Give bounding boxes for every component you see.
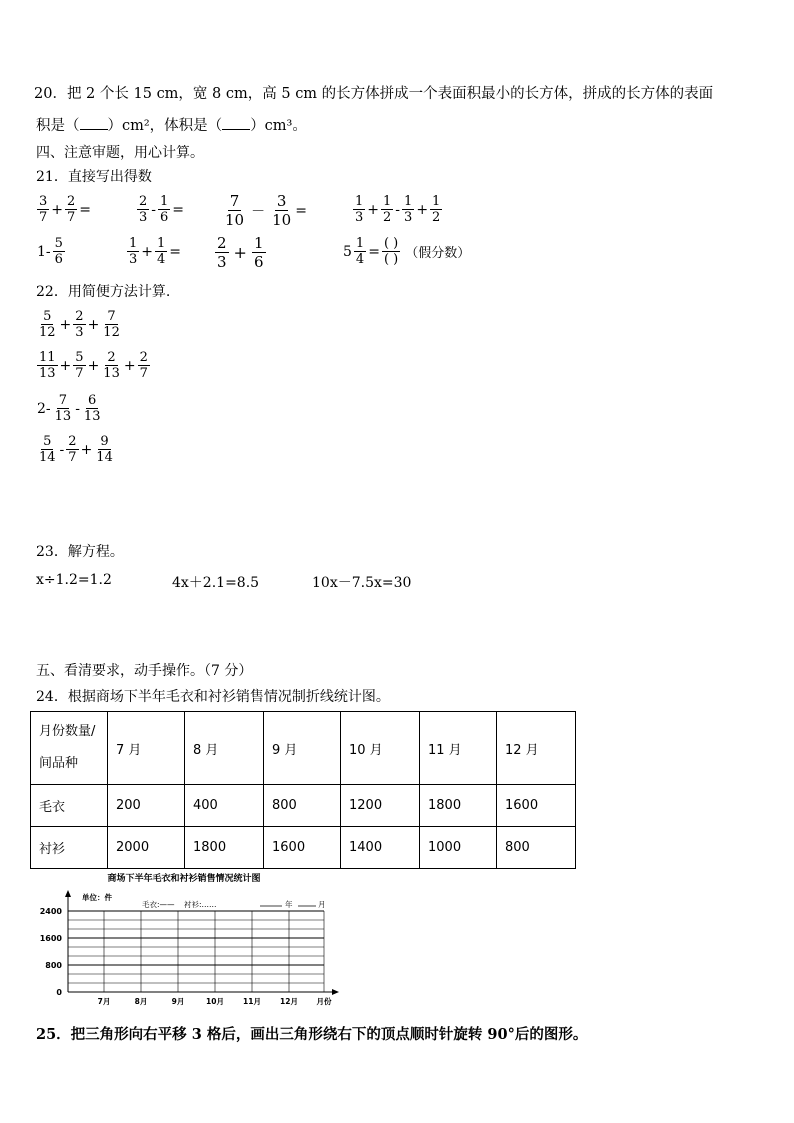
- fraction: $\frac{5}{14}$: [39, 434, 56, 465]
- table-cell: 1600: [497, 785, 576, 827]
- q20-line2: [36, 114, 307, 135]
- fraction: $\frac{2}{7}$: [68, 434, 77, 465]
- month-header: 7 月: [108, 712, 185, 785]
- q21-title: 21．直接写出得数: [36, 169, 152, 185]
- y-axis-arrow: [65, 890, 71, 897]
- fraction: $\frac{2}{3}$: [217, 234, 227, 271]
- fraction: $\frac{11}{13}$: [39, 350, 56, 381]
- legend-sweater: 毛衣:——: [142, 900, 175, 909]
- month-header: 11 月: [420, 712, 497, 785]
- x-axis-unit: 月份: [316, 997, 332, 1006]
- fraction: $\frac{7}{12}$: [103, 309, 120, 340]
- fraction: $\frac{3}{10}$: [272, 192, 292, 229]
- fraction: $\frac{1}{3}$: [129, 236, 138, 267]
- q21-item-1: $\frac{3}{7}$ + $\frac{2}{7}$ =: [39, 194, 92, 225]
- section-4-heading: 四、注意审题，用心计算。: [36, 145, 204, 161]
- fraction: $\frac{1}{2}$: [432, 194, 441, 225]
- fraction: $\frac{2}{13}$: [103, 350, 120, 381]
- table-cell: 800: [497, 827, 576, 869]
- month-header: 8 月: [185, 712, 264, 785]
- table-header-corner: 月份数量/ 间品种: [31, 712, 108, 785]
- fraction: $\frac{3}{7}$: [39, 194, 48, 225]
- fraction: $\frac{7}{13}$: [54, 393, 72, 424]
- answer-blank[interactable]: [80, 129, 108, 130]
- row-label: 毛衣: [31, 785, 108, 827]
- q22-title: 22．用简便方法计算.: [36, 284, 171, 300]
- fraction: $\frac{2}{7}$: [139, 350, 148, 381]
- table-row: [31, 785, 576, 827]
- equation-3: 10x－7.5x=30: [312, 575, 412, 591]
- table-cell: 1600: [264, 827, 341, 869]
- x-tick-label: 9月: [171, 997, 185, 1006]
- chart-unit: 单位：件: [82, 893, 112, 902]
- fraction: $\frac{1}{3}$: [404, 194, 413, 225]
- q20-text-b: ）cm²，体积是（: [107, 118, 223, 134]
- x-axis-arrow: [332, 989, 339, 995]
- x-tick-label: 8月: [134, 997, 148, 1006]
- q21-item-8: 5 $\frac{1}{4}$ = $\frac{( )}{( )}$ （假分数）: [343, 236, 471, 267]
- q21-item-4: $\frac{1}{3}$ + $\frac{1}{2}$ - $\frac{1}{3}$ + $\frac{1}{2}$: [355, 194, 441, 225]
- q21-item-6: $\frac{1}{3}$ + $\frac{1}{4}$ =: [129, 236, 182, 267]
- table-row: [31, 827, 576, 869]
- table-cell: 1800: [420, 785, 497, 827]
- q21-item-5: 1- $\frac{5}{6}$: [37, 236, 63, 267]
- q22-row-2: $\frac{11}{13}$ + $\frac{5}{7}$ + $\frac{2}{13}$ + $\frac{2}{7}$: [39, 350, 148, 381]
- q24-title: 24．根据商场下半年毛衣和衬衫销售情况制折线统计图。: [36, 689, 390, 705]
- fraction: $\frac{5}{6}$: [54, 236, 63, 267]
- fraction: $\frac{6}{13}$: [83, 393, 101, 424]
- equation-2: 4x＋2.1=8.5: [172, 575, 260, 591]
- y-tick-label: 2400: [39, 907, 62, 916]
- table-cell: 2000: [108, 827, 185, 869]
- blank-line-chart: [34, 870, 344, 1008]
- table-cell: 1000: [420, 827, 497, 869]
- fraction: $\frac{5}{12}$: [39, 309, 56, 340]
- q21-item-2: $\frac{2}{3}$ - $\frac{1}{6}$ =: [139, 194, 185, 225]
- q20-line1: 20．把 2 个长 15 cm，宽 8 cm，高 5 cm 的长方体拼成一个表面积最小的长方体，拼成的长方体的表面: [34, 86, 714, 102]
- fraction: $\frac{1}{6}$: [160, 194, 169, 225]
- fraction: $\frac{1}{4}$: [157, 236, 166, 267]
- q21-item-3: $\frac{7}{10}$ － $\frac{3}{10}$ =: [225, 192, 307, 229]
- q20-text-c: ）cm³。: [250, 118, 307, 134]
- fraction: $\frac{2}{3}$: [75, 309, 84, 340]
- table-cell: 1200: [341, 785, 420, 827]
- fraction: $\frac{9}{14}$: [96, 434, 113, 465]
- q22-row-4: $\frac{5}{14}$ - $\frac{2}{7}$ + $\frac{9}{14}$: [39, 434, 113, 465]
- month-header: 10 月: [341, 712, 420, 785]
- month-header: 9 月: [264, 712, 341, 785]
- chart-title: 商场下半年毛衣和衬衫销售情况统计图: [107, 874, 261, 884]
- fraction: $\frac{1}{3}$: [355, 194, 364, 225]
- x-tick-label: 10月: [206, 997, 224, 1006]
- table-cell: 1800: [185, 827, 264, 869]
- table-cell: 400: [185, 785, 264, 827]
- x-tick-label: 11月: [243, 997, 261, 1006]
- row-label: 衬衫: [31, 827, 108, 869]
- fraction: $\frac{1}{6}$: [253, 234, 264, 271]
- sales-table: [30, 711, 576, 869]
- x-tick-label: 7月: [97, 997, 111, 1006]
- answer-blank[interactable]: [222, 129, 250, 130]
- q25-text: 25．把三角形向右平移 3 格后，画出三角形绕右下的顶点顺时针旋转 90°后的图形。: [36, 1026, 588, 1043]
- fraction: $\frac{7}{10}$: [225, 192, 245, 229]
- fraction: $\frac{1}{4}$: [355, 236, 365, 267]
- month-label: 月: [318, 900, 326, 909]
- y-tick-label: 0: [56, 988, 62, 997]
- section-5-heading: 五、看清要求，动手操作。（7 分）: [36, 663, 253, 679]
- q21-item-7: $\frac{2}{3}$ + $\frac{1}{6}$: [217, 234, 264, 271]
- q22-row-1: $\frac{5}{12}$ + $\frac{2}{3}$ + $\frac{7}{12}$: [39, 309, 120, 340]
- q22-row-3: 2- $\frac{7}{13}$ - $\frac{6}{13}$: [37, 393, 101, 424]
- year-label: 年: [285, 900, 293, 909]
- table-cell: 200: [108, 785, 185, 827]
- fraction: $\frac{2}{7}$: [67, 194, 76, 225]
- fraction: $\frac{2}{3}$: [139, 194, 148, 225]
- y-tick-label: 1600: [39, 934, 62, 943]
- fraction: $\frac{1}{2}$: [383, 194, 392, 225]
- legend-shirt: 衬衫:……: [184, 900, 217, 909]
- y-tick-label: 800: [45, 961, 62, 970]
- q20-text-a: 积是（: [36, 118, 80, 134]
- month-header: 12 月: [497, 712, 576, 785]
- table-cell: 1400: [341, 827, 420, 869]
- table-cell: 800: [264, 785, 341, 827]
- q23-title: 23．解方程。: [36, 544, 124, 560]
- answer-fraction[interactable]: $\frac{( )}{( )}$: [383, 236, 399, 267]
- fraction: $\frac{5}{7}$: [75, 350, 84, 381]
- equation-1: x÷1.2=1.2: [36, 572, 112, 588]
- x-tick-label: 12月: [280, 997, 298, 1006]
